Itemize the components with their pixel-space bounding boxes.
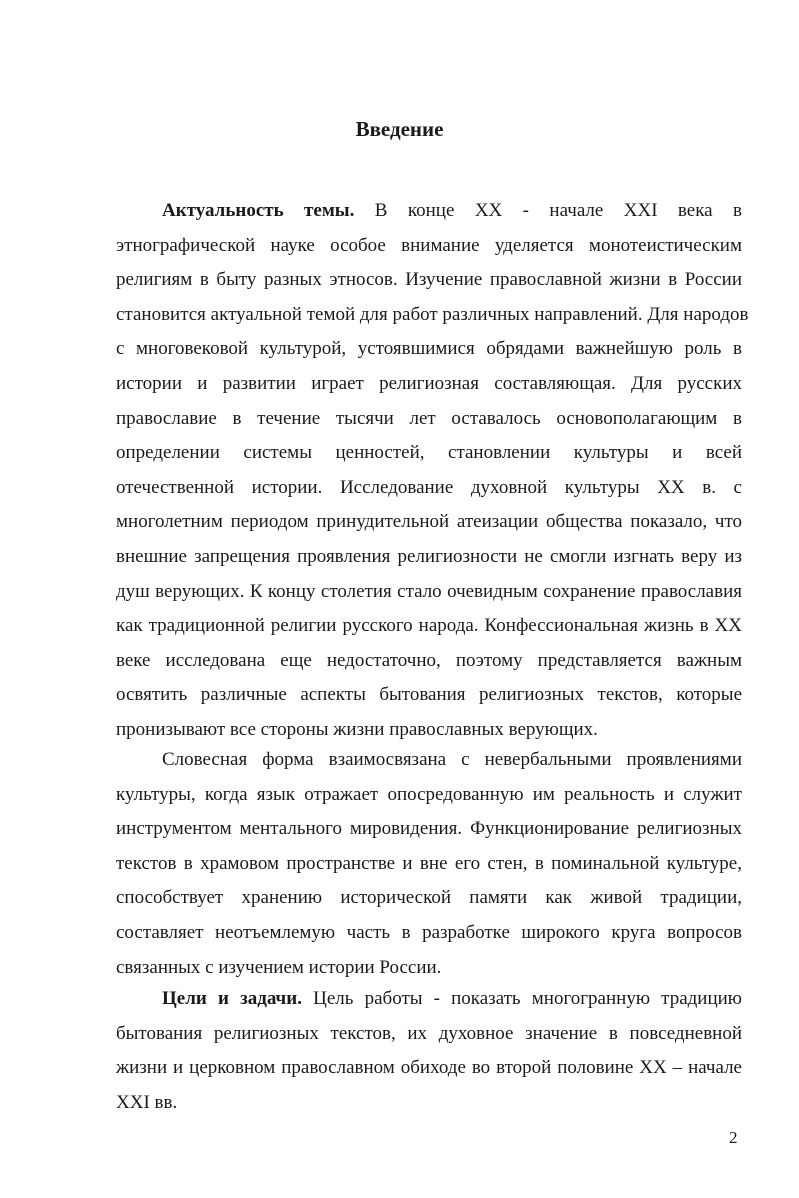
paragraph-1-line <box>162 200 742 222</box>
paragraph-1-line <box>116 477 742 499</box>
paragraph-2-line <box>116 887 742 909</box>
paragraph-1-line <box>116 615 742 637</box>
page-title: Введение <box>355 117 444 141</box>
line-text: связанных с изучением истории России. <box>116 956 442 978</box>
line-text: Цель работы - показать многогранную традицию <box>301 988 743 1009</box>
line-text: составляет неотъемлемую часть в разработке широкого круга вопросов <box>116 922 742 943</box>
paragraph-1-line <box>116 338 742 360</box>
paragraph-3-line <box>116 1023 742 1045</box>
line-text: XXI вв. <box>116 1091 178 1113</box>
paragraph-lead: Актуальность темы. <box>162 200 355 221</box>
line-text: с многовековой культурой, устоявшимися обрядами важнейшую роль в <box>116 338 742 360</box>
line-text: В конце XX - начале XXI века в <box>354 200 742 221</box>
paragraph-1-line <box>116 442 742 464</box>
paragraph-1-line <box>116 303 749 326</box>
paragraph-1-line <box>116 511 742 533</box>
line-text: многолетним периодом принудительной атеизации общества показало, что <box>116 511 742 533</box>
paragraph-lead: Цели и задачи. <box>162 988 302 1009</box>
paragraph-3-line <box>116 1092 742 1114</box>
paragraph-1-line <box>116 373 742 395</box>
line-text: православие в течение тысячи лет оставалось основополагающим в <box>116 407 742 429</box>
paragraph-2-line <box>116 784 742 806</box>
paragraph-3-line <box>162 988 742 1010</box>
line-text: религиям в быту разных этносов. Изучение православной жизни в России <box>116 269 742 291</box>
paragraph-2-line <box>116 853 742 875</box>
line-text: становится актуальной темой для работ различных направлений. Для народов <box>116 303 749 325</box>
paragraph-1-line <box>116 684 742 706</box>
line-text: веке исследована еще недостаточно, поэтому представляется важным <box>116 649 742 671</box>
paragraph-1-line <box>116 719 742 741</box>
line-text: душ верующих. К концу столетия стало очевидным сохранение православия <box>116 580 742 602</box>
paragraph-1-line <box>116 235 742 257</box>
line-text: культуры, когда язык отражает опосредованную им реальность и служит <box>116 783 742 805</box>
paragraph-2-line <box>116 922 742 944</box>
line-text: как традиционной религии русского народа. Конфессиональная жизнь в XX <box>116 615 742 637</box>
paragraph-1-line <box>116 269 742 291</box>
line-text: бытования религиозных текстов, их духовное значение в повседневной <box>116 1022 742 1044</box>
line-text: текстов в храмовом пространстве и вне его стен, в поминальной культуре, <box>116 852 742 874</box>
line-text: пронизывают все стороны жизни православных верующих. <box>116 719 598 740</box>
line-text: жизни и церковном православном обиходе во второй половине XX – начале <box>116 1057 742 1079</box>
line-text: истории и развитии играет религиозная составляющая. Для русских <box>116 373 742 394</box>
paragraph-1-line <box>116 546 742 568</box>
paragraph-2-line <box>116 818 742 840</box>
paragraph-1-line <box>116 650 742 672</box>
paragraph-1-line <box>116 408 742 430</box>
line-text: освятить различные аспекты бытования религиозных текстов, которые <box>116 684 742 706</box>
paragraph-3-line <box>116 1057 742 1079</box>
line-text: Словесная форма взаимосвязана с невербальными проявлениями <box>162 749 742 770</box>
paragraph-2-line <box>116 957 742 979</box>
line-text: инструментом ментального мировидения. Функционирование религиозных <box>116 818 742 840</box>
line-text: отечественной истории. Исследование духовной культуры XX в. с <box>116 476 742 498</box>
page-number: 2 <box>729 1128 738 1147</box>
paragraph-1-line <box>116 581 742 603</box>
paragraph-2-line <box>162 749 742 771</box>
line-text: внешние запрещения проявления религиозности не смогли изгнать веру из <box>116 546 742 567</box>
line-text: определении системы ценностей, становлении культуры и всей <box>116 442 742 464</box>
line-text: способствует хранению исторической памяти как живой традиции, <box>116 887 742 909</box>
line-text: этнографической науке особое внимание уделяется монотеистическим <box>116 234 742 256</box>
